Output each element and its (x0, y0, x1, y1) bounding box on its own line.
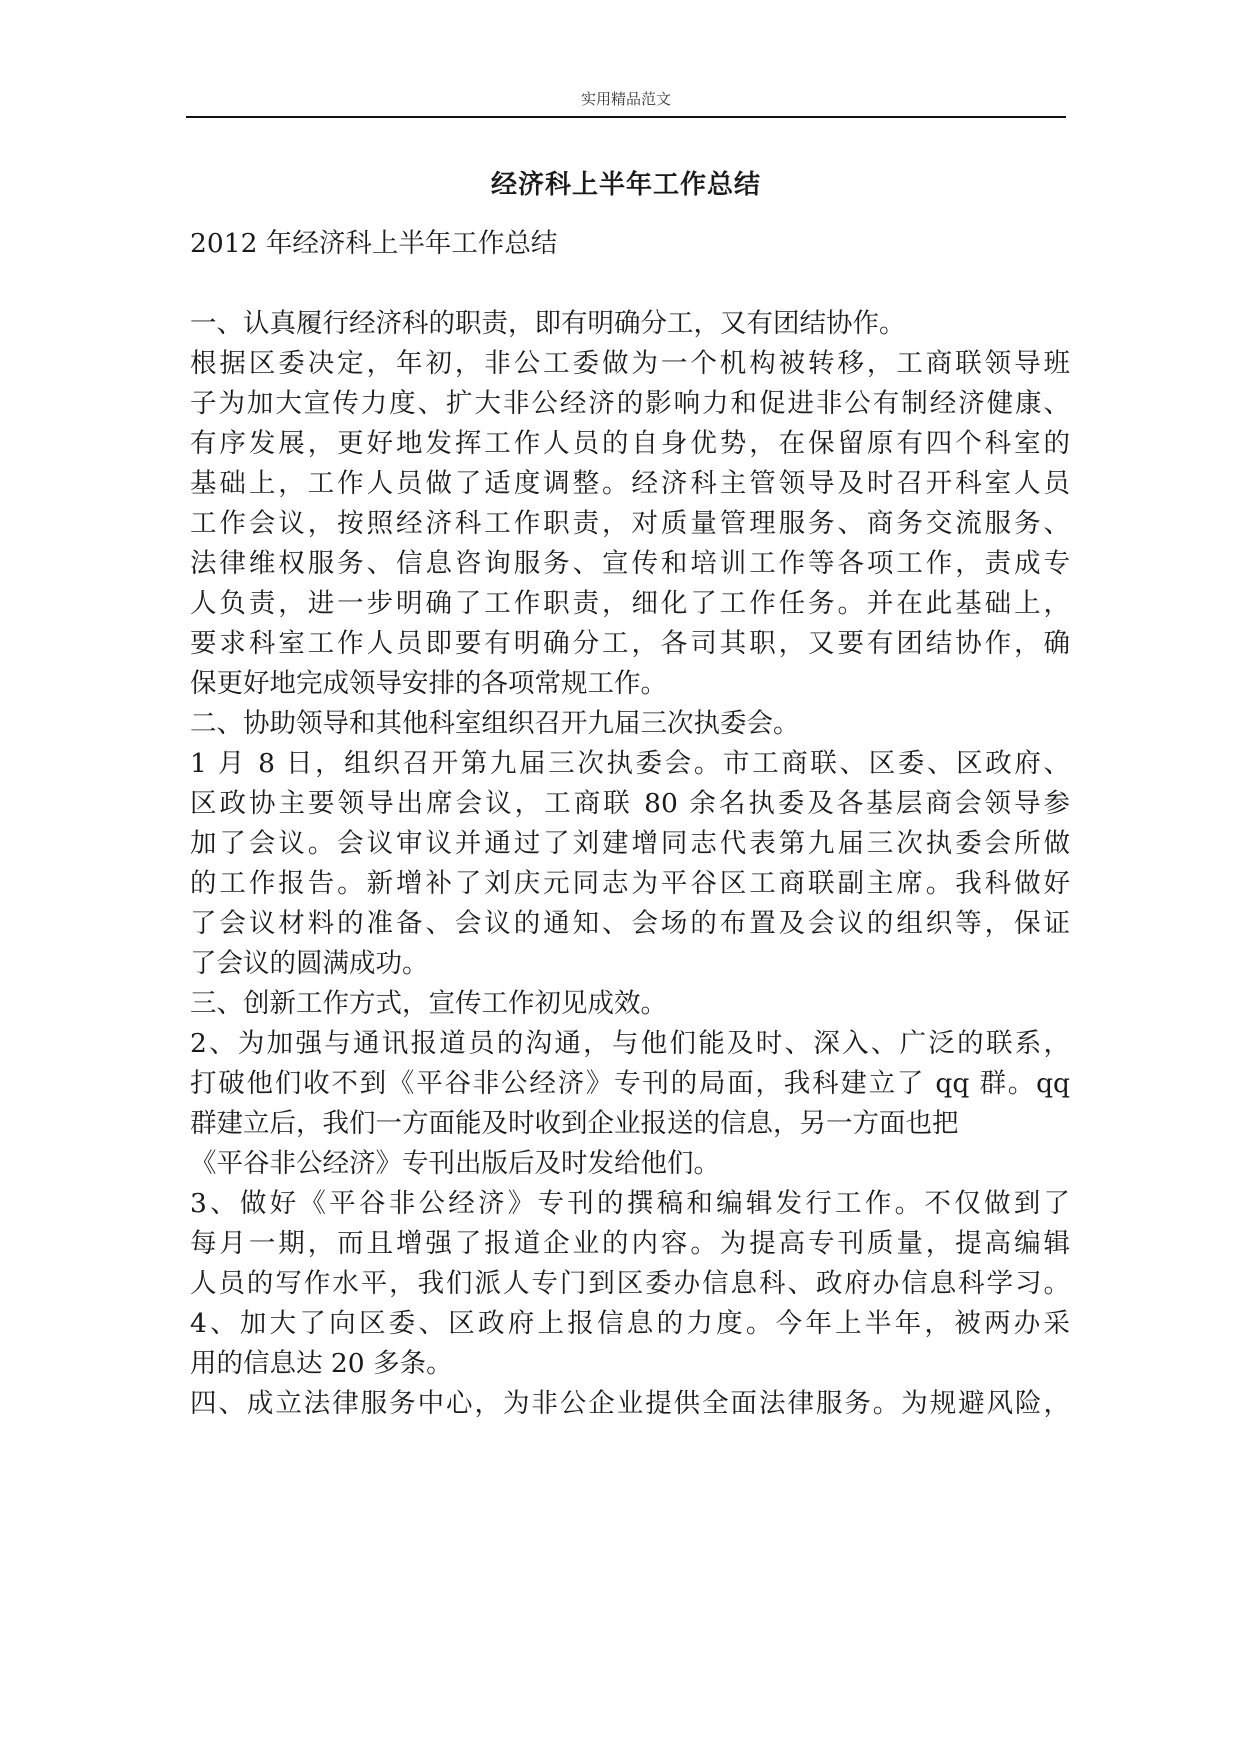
page-header: 实用精品范文 (580, 90, 671, 108)
paragraph-line: 用的信息达 20 多条。 (190, 1348, 453, 1379)
paragraph-line: 工作会议，按照经济科工作职责，对质量管理服务、商务交流服务、 (190, 508, 1070, 539)
paragraph-line: 了会议的圆满成功。 (190, 948, 429, 979)
section-heading: 一、认真履行经济科的职责，即有明确分工，又有团结协作。 (190, 308, 906, 339)
paragraph-line: 法律维权服务、信息咨询服务、宣传和培训工作等各项工作，责成专 (190, 548, 1070, 579)
paragraph-line: 人负责，进一步明确了工作职责，细化了工作任务。并在此基础上， (190, 588, 1070, 619)
paragraph-line: 3、做好《平谷非公经济》专刊的撰稿和编辑发行工作。不仅做到了 (190, 1188, 1070, 1219)
paragraph-line: 的工作报告。新增补了刘庆元同志为平谷区工商联副主席。我科做好 (190, 868, 1070, 899)
paragraph-line: 人员的写作水平，我们派人专门到区委办信息科、政府办信息科学习。 (190, 1268, 1070, 1299)
paragraph-line: 根据区委决定，年初，非公工委做为一个机构被转移，工商联领导班 (190, 348, 1070, 379)
paragraph-line: 区政协主要领导出席会议，工商联 80 余名执委及各基层商会领导参 (190, 788, 1070, 819)
paragraph-line: 子为加大宣传力度、扩大非公经济的影响力和促进非公有制经济健康、 (190, 388, 1070, 419)
paragraph-line: 基础上，工作人员做了适度调整。经济科主管领导及时召开科室人员 (190, 468, 1070, 499)
paragraph-line: 群建立后，我们一方面能及时收到企业报送的信息，另一方面也把 (190, 1108, 959, 1139)
paragraph-line: 2、为加强与通讯报道员的沟通，与他们能及时、深入、广泛的联系， (190, 1028, 1070, 1059)
paragraph-line: 4、加大了向区委、区政府上报信息的力度。今年上半年，被两办采 (190, 1308, 1070, 1339)
paragraph-line: 要求科室工作人员即要有明确分工，各司其职，又要有团结协作，确 (190, 628, 1070, 659)
blank-line (190, 264, 1070, 304)
section-heading: 三、创新工作方式，宣传工作初见成效。 (190, 988, 667, 1019)
paragraph-line: 有序发展，更好地发挥工作人员的自身优势，在保留原有四个科室的 (190, 428, 1070, 459)
paragraph-line: 每月一期，而且增强了报道企业的内容。为提高专刊质量，提高编辑 (190, 1228, 1070, 1259)
paragraph-line: 保更好地完成领导安排的各项常规工作。 (190, 668, 667, 699)
header-divider (186, 116, 1066, 118)
document-subtitle: 2012 年经济科上半年工作总结 (190, 228, 558, 259)
paragraph-line: 1 月 8 日，组织召开第九届三次执委会。市工商联、区委、区政府、 (190, 748, 1070, 779)
paragraph-line: 打破他们收不到《平谷非公经济》专刊的局面，我科建立了 qq 群。qq (190, 1068, 1070, 1099)
section-heading: 二、协助领导和其他科室组织召开九届三次执委会。 (190, 708, 800, 739)
paragraph-line: 了会议材料的准备、会议的通知、会场的布置及会议的组织等，保证 (190, 908, 1070, 939)
document-title: 经济科上半年工作总结 (490, 170, 761, 200)
paragraph-line: 《平谷非公经济》专刊出版后及时发给他们。 (190, 1148, 720, 1179)
document-body (190, 224, 1070, 1424)
section-heading: 四、成立法律服务中心，为非公企业提供全面法律服务。为规避风险， (190, 1388, 1070, 1419)
paragraph-line: 加了会议。会议审议并通过了刘建增同志代表第九届三次执委会所做 (190, 828, 1070, 859)
